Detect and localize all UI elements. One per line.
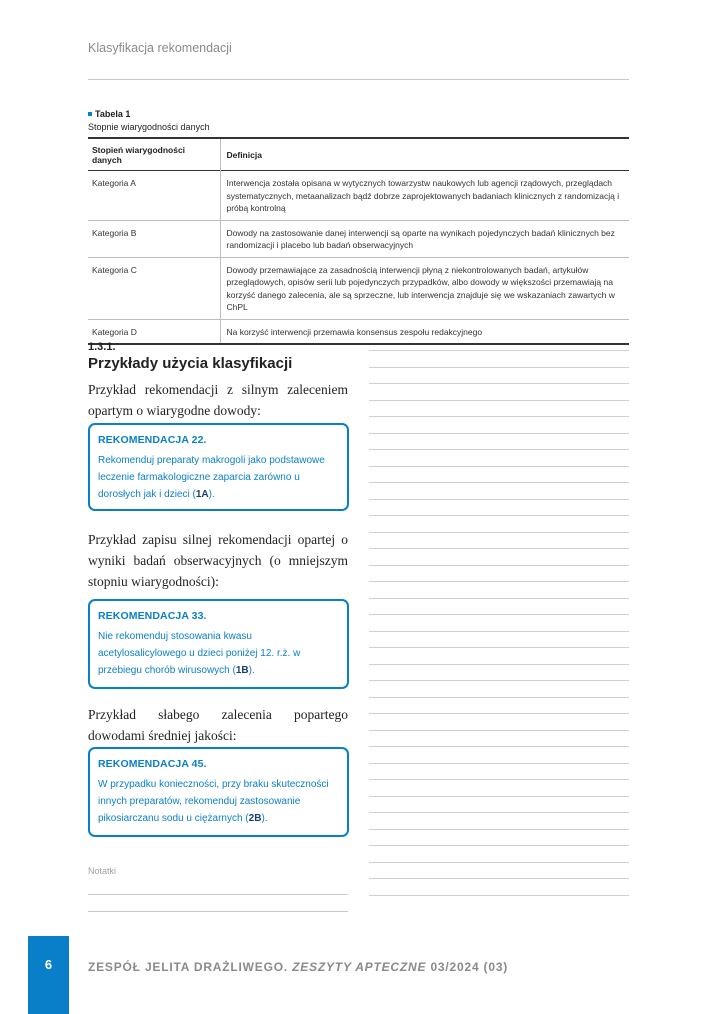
recommendation-text — [98, 452, 339, 503]
notes-label: Notatki — [88, 866, 117, 876]
table-row — [88, 319, 629, 344]
notes-line — [369, 383, 629, 384]
notes-line — [369, 416, 629, 417]
recommendation-title: REKOMENDACJA 33. — [98, 610, 207, 622]
table-row — [88, 257, 629, 319]
page-number: 6 — [44, 957, 53, 972]
notes-line — [369, 614, 629, 615]
recommendation-strength: 2B — [248, 813, 262, 824]
table-row — [88, 171, 629, 221]
notes-line — [88, 894, 348, 895]
header-divider — [88, 79, 629, 80]
column-header-definition: Definicja — [226, 150, 262, 160]
recommendation-title: REKOMENDACJA 45. — [98, 758, 207, 770]
recommendation-suffix: ). — [261, 813, 268, 824]
notes-line — [369, 878, 629, 879]
notes-line — [369, 499, 629, 500]
recommendation-box-22 — [88, 423, 349, 511]
notes-line — [369, 350, 629, 351]
notes-line — [369, 631, 629, 632]
notes-line — [369, 367, 629, 368]
recommendation-strength: 1B — [235, 665, 249, 676]
recommendation-title: REKOMENDACJA 22. — [98, 434, 207, 446]
notes-line — [369, 862, 629, 863]
notes-line — [369, 895, 629, 896]
footer-issue: 03/2024 (03) — [430, 960, 509, 974]
notes-line — [369, 730, 629, 731]
notes-line — [369, 433, 629, 434]
column-header-degree: Stopień wiarygodności danych — [88, 138, 220, 171]
recommendation-suffix: ). — [208, 489, 215, 500]
section-title: Przykłady użycia klasyfikacji — [88, 355, 293, 372]
footer-prefix: ZESPÓŁ JELITA DRAŻLIWEGO. — [88, 960, 288, 974]
footer-running-title — [88, 960, 508, 974]
recommendation-body: Nie rekomenduj stosowania kwasu acetylosalicylowego u dzieci poniżej 12. r.ż. w przebiegu chorób wirusowych ( — [98, 631, 301, 676]
recommendation-text — [98, 776, 339, 827]
example-paragraph-3: Przykład słabego zalecenia popartego dowodami średniej jakości: — [88, 707, 348, 743]
notes-line — [369, 796, 629, 797]
notes-line — [369, 763, 629, 764]
notes-line — [369, 697, 629, 698]
table-cell-category: Kategoria C — [88, 257, 220, 319]
recommendation-body: Rekomenduj preparaty makrogoli jako podstawowe leczenie farmakologiczne zaparcia zarówno u dorosłych jak i dzieci ( — [98, 455, 325, 500]
page-number-tab — [28, 936, 69, 1014]
evidence-table — [88, 137, 629, 345]
notes-line — [369, 449, 629, 450]
table-row — [88, 220, 629, 257]
recommendation-strength: 1A — [195, 489, 209, 500]
notes-line — [369, 845, 629, 846]
table-cell-category: Kategoria D — [88, 319, 220, 344]
notes-line — [88, 911, 348, 912]
footer-journal: ZESZYTY APTECZNE — [292, 960, 427, 974]
recommendation-box-45 — [88, 747, 349, 837]
notes-line — [369, 746, 629, 747]
notes-line — [369, 713, 629, 714]
notes-line — [369, 532, 629, 533]
notes-line — [369, 581, 629, 582]
section-number: 1.3.1. — [88, 341, 116, 353]
notes-line — [369, 664, 629, 665]
notes-line — [369, 565, 629, 566]
table-header-row — [88, 138, 629, 171]
recommendation-body: W przypadku konieczności, przy braku skuteczności innych preparatów, rekomenduj zastosowanie pikosiarczanu sodu u ciężarnych ( — [98, 779, 329, 824]
table-cell-definition: Interwencja została opisana w wytycznych towarzystw naukowych lub agencji rządowych, przeglądach systematycznych, metaanalizach bądź dobrze zaprojektowanych badaniach klinicznych z randomizacją i próbą kontrolną — [220, 171, 629, 221]
table-cell-definition: Dowody na zastosowanie danej interwencji są oparte na wynikach pojedynczych badań klinicznych bez randomizacji i placebo lub badań obserwacyjnych — [220, 220, 629, 257]
table-cell-definition: Na korzyść interwencji przemawia konsensus zespołu redakcyjnego — [220, 319, 629, 344]
notes-line — [369, 466, 629, 467]
recommendation-box-33 — [88, 599, 349, 689]
recommendation-suffix: ). — [248, 665, 255, 676]
notes-line — [369, 680, 629, 681]
notes-line — [369, 647, 629, 648]
notes-line — [369, 482, 629, 483]
notes-line — [369, 779, 629, 780]
notes-line — [369, 829, 629, 830]
notes-line — [369, 515, 629, 516]
recommendation-text — [98, 628, 339, 679]
caption-marker-icon — [88, 112, 92, 116]
example-paragraph-2: Przykład zapisu silnej rekomendacji opartej o wyniki badań obserwacyjnych (o mniejszym stopniu wiarygodności): — [88, 532, 348, 589]
table-caption-text: Stopnie wiarygodności danych — [88, 122, 210, 132]
table-cell-definition: Dowody przemawiające za zasadnością interwencji płyną z niekontrolowanych badań, artykułów przeglądowych, opisów serii lub pojedynczych przypadków, albo dowody w większości przemawiają na korzyść danego zalecenia, ale są sprzeczne, lub interwencja znajduje się we wskazaniach zawartych w ChPL — [220, 257, 629, 319]
running-header: Klasyfikacja rekomendacji — [88, 41, 232, 55]
example-paragraph-1: Przykład rekomendacji z silnym zaleceniem opartym o wiarygodne dowody: — [88, 382, 348, 418]
notes-line — [369, 400, 629, 401]
table-cell-category: Kategoria B — [88, 220, 220, 257]
table-caption-number: Tabela 1 — [95, 109, 131, 119]
table-cell-category: Kategoria A — [88, 171, 220, 221]
table-caption — [88, 108, 210, 134]
notes-line — [369, 598, 629, 599]
notes-line — [369, 548, 629, 549]
notes-line — [369, 812, 629, 813]
